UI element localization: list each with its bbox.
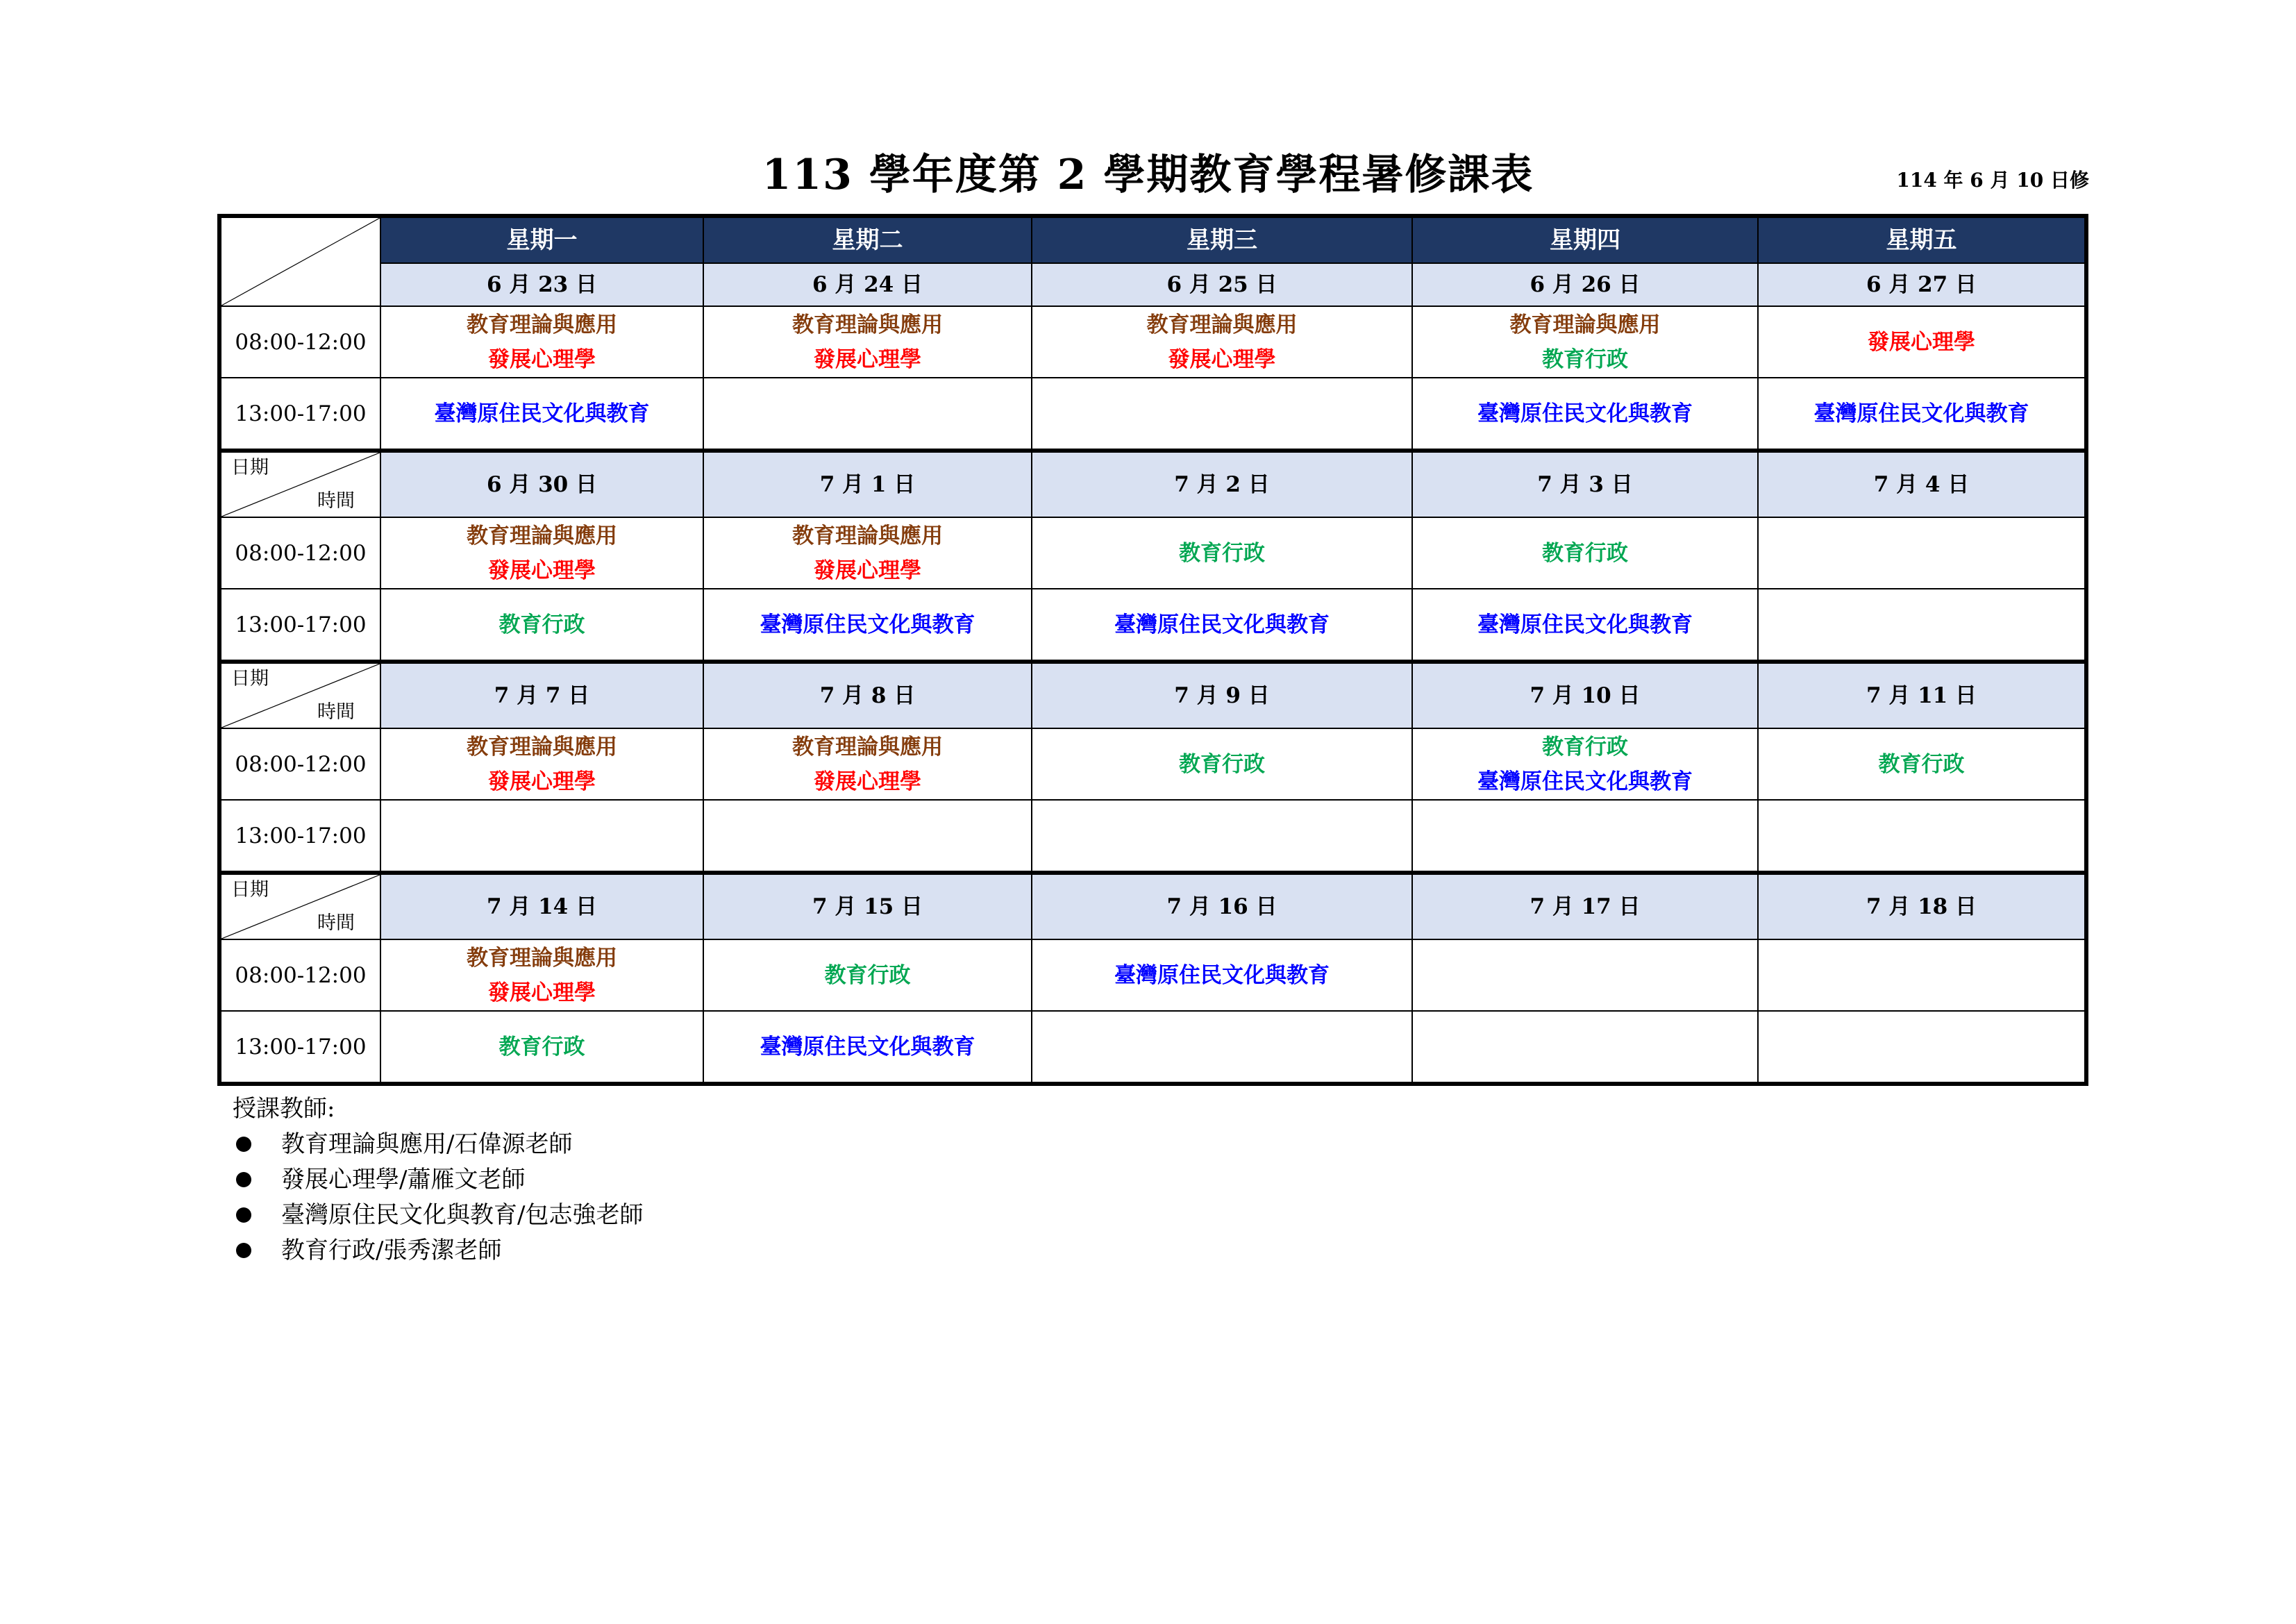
schedule-cell [1758, 517, 2086, 589]
corner-time-label: 時間 [317, 701, 355, 723]
page-title: 113 學年度第 2 學期教育學程暑修課表 [762, 151, 1534, 199]
date-cell: 6 月 23 日 [380, 263, 703, 306]
schedule-cell [1412, 800, 1758, 873]
schedule-cell [703, 1011, 1032, 1084]
course-psych: 發展心理學 [1868, 329, 1975, 355]
date-cell: 7 月 2 日 [1032, 451, 1412, 517]
schedule-cell [1032, 589, 1412, 662]
date-cell: 7 月 17 日 [1412, 873, 1758, 939]
time-slot-row [219, 517, 2086, 589]
schedule-cell [1032, 1011, 1412, 1084]
course-indigenous: 臺灣原住民文化與教育 [1114, 962, 1330, 988]
schedule-cell [703, 306, 1032, 378]
time-slot-row [219, 306, 2086, 378]
schedule-cell [1032, 517, 1412, 589]
date-cell: 7 月 10 日 [1412, 662, 1758, 728]
schedule-cell [1758, 800, 2086, 873]
date-cell: 7 月 8 日 [703, 662, 1032, 728]
date-cell: 7 月 11 日 [1758, 662, 2086, 728]
bullet-icon [236, 1172, 251, 1187]
bullet-icon [236, 1207, 251, 1223]
course-indigenous: 臺灣原住民文化與教育 [1477, 401, 1693, 426]
schedule-cell [1758, 306, 2086, 378]
schedule-cell [1412, 517, 1758, 589]
course-admin: 教育行政 [498, 1034, 585, 1060]
time-slot-row [219, 378, 2086, 451]
course-admin: 教育行政 [1542, 540, 1628, 566]
schedule-cell [1032, 728, 1412, 800]
teacher-text: 教育行政/張秀潔老師 [281, 1237, 502, 1264]
time-cell: 08:00-12:00 [219, 939, 380, 1011]
time-cell: 13:00-17:00 [219, 589, 380, 662]
time-slot-row [219, 800, 2086, 873]
schedule-cell [1758, 378, 2086, 451]
date-cell: 7 月 14 日 [380, 873, 703, 939]
weekday-header: 星期五 [1758, 216, 2086, 263]
date-cell: 7 月 9 日 [1032, 662, 1412, 728]
teacher-text: 發展心理學/蕭雁文老師 [281, 1166, 526, 1194]
schedule-cell [380, 800, 703, 873]
date-cell: 6 月 26 日 [1412, 263, 1758, 306]
corner-date-label: 日期 [231, 222, 269, 244]
course-indigenous: 臺灣原住民文化與教育 [1477, 612, 1693, 637]
teacher-item [233, 1127, 643, 1162]
schedule-cell [1412, 378, 1758, 451]
course-theory: 教育理論與應用 [792, 312, 943, 337]
course-psych: 發展心理學 [488, 346, 596, 372]
weekday-header: 星期三 [1032, 216, 1412, 263]
course-theory: 教育理論與應用 [1509, 312, 1661, 337]
schedule-cell [703, 939, 1032, 1011]
corner-date-label: 日期 [231, 457, 269, 478]
date-cell: 7 月 4 日 [1758, 451, 2086, 517]
date-cell: 6 月 27 日 [1758, 263, 2086, 306]
corner-cell [219, 216, 380, 306]
course-indigenous: 臺灣原住民文化與教育 [760, 612, 975, 637]
time-slot-row [219, 939, 2086, 1011]
schedule-cell [1412, 728, 1758, 800]
course-admin: 教育行政 [498, 612, 585, 637]
course-indigenous: 臺灣原住民文化與教育 [1477, 769, 1693, 794]
schedule-cell [380, 589, 703, 662]
course-theory: 教育理論與應用 [467, 312, 617, 337]
bullet-icon [236, 1243, 251, 1258]
schedule-table [217, 214, 2088, 1086]
course-indigenous: 臺灣原住民文化與教育 [1813, 401, 2029, 426]
course-admin: 教育行政 [1179, 540, 1265, 566]
course-psych: 發展心理學 [488, 980, 596, 1005]
date-cell: 7 月 18 日 [1758, 873, 2086, 939]
schedule-cell [1032, 939, 1412, 1011]
schedule-cell [380, 378, 703, 451]
schedule-cell [1758, 939, 2086, 1011]
course-theory: 教育理論與應用 [467, 734, 617, 760]
time-cell: 13:00-17:00 [219, 378, 380, 451]
weekday-header: 星期四 [1412, 216, 1758, 263]
schedule-cell [1758, 728, 2086, 800]
date-cell: 7 月 3 日 [1412, 451, 1758, 517]
date-cell: 6 月 24 日 [703, 263, 1032, 306]
date-cell: 7 月 1 日 [703, 451, 1032, 517]
teacher-item [233, 1162, 643, 1198]
date-cell: 7 月 7 日 [380, 662, 703, 728]
course-psych: 發展心理學 [814, 558, 921, 583]
teacher-item [233, 1233, 643, 1269]
corner-date-label: 日期 [231, 668, 269, 689]
course-indigenous: 臺灣原住民文化與教育 [1114, 612, 1330, 637]
time-cell: 08:00-12:00 [219, 728, 380, 800]
schedule-cell [1412, 589, 1758, 662]
date-cell: 7 月 16 日 [1032, 873, 1412, 939]
schedule-cell [703, 728, 1032, 800]
schedule-cell [703, 378, 1032, 451]
schedule-cell [380, 939, 703, 1011]
course-psych: 發展心理學 [814, 769, 921, 794]
date-cell: 6 月 30 日 [380, 451, 703, 517]
schedule-cell [1758, 1011, 2086, 1084]
weekday-header-row [219, 216, 2086, 263]
schedule-cell [1758, 589, 2086, 662]
teacher-text: 教育理論與應用/石偉源老師 [281, 1130, 573, 1158]
course-theory: 教育理論與應用 [792, 734, 943, 760]
teacher-list [233, 1091, 643, 1269]
date-cell: 6 月 25 日 [1032, 263, 1412, 306]
schedule-cell [380, 728, 703, 800]
corner-date-label: 日期 [231, 879, 269, 901]
date-row [219, 873, 2086, 939]
course-admin: 教育行政 [1878, 751, 1965, 777]
weekday-header: 星期二 [703, 216, 1032, 263]
teacher-text: 臺灣原住民文化與教育/包志強老師 [281, 1201, 644, 1229]
revision-date: 114 年 6 月 10 日修 [1896, 169, 2089, 192]
corner-cell [219, 451, 380, 517]
schedule-cell [703, 589, 1032, 662]
schedule-cell [703, 517, 1032, 589]
course-indigenous: 臺灣原住民文化與教育 [434, 401, 650, 426]
corner-cell [219, 662, 380, 728]
course-theory: 教育理論與應用 [467, 945, 617, 971]
time-cell: 13:00-17:00 [219, 800, 380, 873]
schedule-cell [1412, 939, 1758, 1011]
course-admin: 教育行政 [1542, 346, 1628, 372]
teacher-heading: 授課教師: [233, 1095, 335, 1123]
time-slot-row [219, 728, 2086, 800]
schedule-cell [703, 800, 1032, 873]
time-slot-row [219, 589, 2086, 662]
schedule-cell [1412, 1011, 1758, 1084]
schedule-cell [1412, 306, 1758, 378]
corner-cell [219, 873, 380, 939]
date-row [219, 263, 2086, 306]
course-admin: 教育行政 [1179, 751, 1265, 777]
schedule-cell [1032, 306, 1412, 378]
course-psych: 發展心理學 [488, 769, 596, 794]
course-psych: 發展心理學 [1168, 346, 1276, 372]
schedule-cell [1032, 800, 1412, 873]
weekday-header: 星期一 [380, 216, 703, 263]
corner-time-label: 時間 [317, 912, 355, 934]
schedule-cell [380, 306, 703, 378]
course-indigenous: 臺灣原住民文化與教育 [760, 1034, 975, 1060]
date-cell: 7 月 15 日 [703, 873, 1032, 939]
teacher-item [233, 1198, 643, 1233]
time-cell: 08:00-12:00 [219, 306, 380, 378]
course-admin: 教育行政 [824, 962, 911, 988]
time-cell: 08:00-12:00 [219, 517, 380, 589]
date-row [219, 662, 2086, 728]
corner-time-label: 時間 [317, 490, 355, 512]
course-theory: 教育理論與應用 [467, 523, 617, 549]
time-slot-row [219, 1011, 2086, 1084]
date-row [219, 451, 2086, 517]
time-cell: 13:00-17:00 [219, 1011, 380, 1084]
bullet-icon [236, 1137, 251, 1152]
course-theory: 教育理論與應用 [1146, 312, 1298, 337]
course-psych: 發展心理學 [488, 558, 596, 583]
schedule-cell [380, 1011, 703, 1084]
course-psych: 發展心理學 [814, 346, 921, 372]
schedule-cell [380, 517, 703, 589]
course-theory: 教育理論與應用 [792, 523, 943, 549]
course-admin: 教育行政 [1542, 734, 1628, 760]
schedule-cell [1032, 378, 1412, 451]
corner-time-label: 時間 [317, 279, 355, 301]
